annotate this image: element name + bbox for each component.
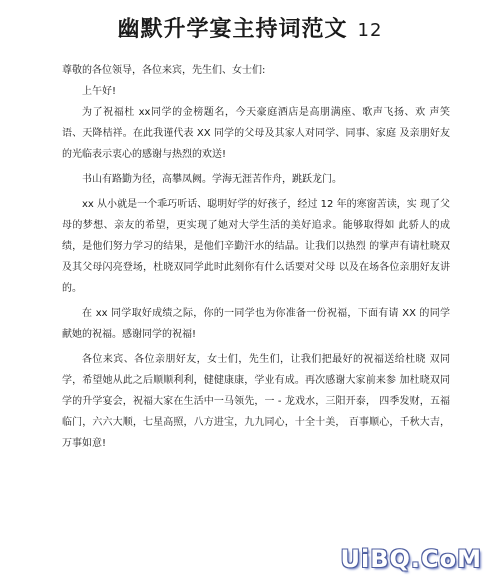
document-body <box>62 60 450 458</box>
salutation-paragraph: 尊敬的各位领导，各位来宾，先生们、女士们: <box>62 65 266 76</box>
document-title <box>0 12 500 43</box>
title-number: 12 <box>357 20 383 41</box>
body-paragraph: 各位来宾、各位亲朋好友，女士们，先生们，让我们把最好的祝福送给杜晓 双同学，希望她从此之后顺顺利利，健健康康，学业有成。再次感谢大家前来参 加杜晓双同学的升学宴会，祝福大家在生活中一马领先，一 - 龙戏水，三阳开泰， 四季发财，五福临门，六六大顺，七星高照，八方进宝，九九同心，十全十美， 百事顺心，千秋大吉，万事如意! <box>62 354 450 449</box>
body-paragraph: 书山有路勤为径，高攀凤阙。学海无涯苦作舟，跳跃龙门。 <box>82 174 342 185</box>
title-text: 幽默升学宴主持词范文 <box>117 17 348 42</box>
greeting-paragraph: 上午好! <box>82 86 117 97</box>
body-paragraph: 在 xx 同学取好成绩之际，你的一同学也为你准备一份祝福，下面有请 XX 的同学献她的祝福。感谢同学的祝福! <box>62 308 450 340</box>
body-paragraph: xx 从小就是一个乖巧听话、聪明好学的好孩子，经过 12 年的寒窗苦读，实 现了父母的梦想、亲友的希望，更实现了她对大学生活的美好追求。能够取得如 此骄人的成绩，是他们努力学习的结果，是他们辛勤汗水的结晶。让我们以热烈 的掌声有请杜晓双及其父母闪亮登场，杜晓双同学此时此刻你有什么话要对父母 以及在场各位亲朋好友讲的。 <box>62 199 450 294</box>
site-watermark: UiBQ.CoM <box>340 545 482 573</box>
body-paragraph: 为了祝福杜 xx同学的金榜题名，今天豪庭酒店是高朋满座、歌声飞扬、欢 声笑语、天降桔祥。在此我谨代表 XX 同学的父母及其家人对同学、同事、家庭 及亲朋好友的光临表示衷心的感谢与热烈的欢送! <box>62 107 450 160</box>
